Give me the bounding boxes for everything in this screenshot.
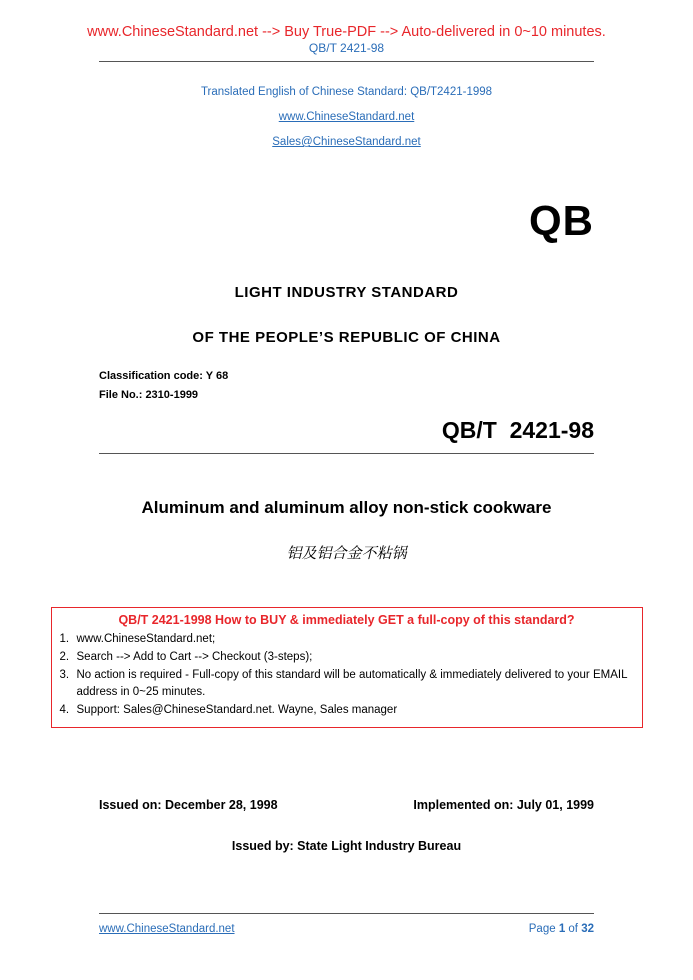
doc-code-header: QB/T 2421-98 <box>308 41 385 55</box>
page-indicator <box>529 923 594 935</box>
buy-box-title: QB/T 2421-1998 How to BUY & immediately GET a full-copy of this standard? <box>118 613 575 627</box>
standard-title-chinese: 铝及铝合金不粘锅 <box>286 544 407 562</box>
page-label: Page <box>528 923 559 935</box>
buy-step-1 <box>60 631 634 649</box>
buy-step-number: 2. <box>59 650 70 663</box>
page-total: 32 <box>581 923 594 935</box>
org-line-1: LIGHT INDUSTRY STANDARD <box>234 284 459 301</box>
promo-banner: www.ChineseStandard.net --> Buy True-PDF --> Auto-delivered in 0~10 minutes. <box>87 24 606 40</box>
buy-step-text: No action is required - Full-copy of this standard will be automatically & immediately delivered to your EMAIL address in 0~25 minutes. <box>76 668 628 699</box>
dates-row <box>99 798 594 812</box>
page-footer <box>99 913 594 935</box>
header-divider <box>99 61 594 62</box>
page-of-label: of <box>565 923 582 935</box>
standard-code-large: QB/T 2421-98 <box>441 417 594 443</box>
implemented-date: Implemented on: July 01, 1999 <box>413 798 594 813</box>
buy-instructions-box <box>51 607 643 728</box>
buy-step-3 <box>60 667 634 703</box>
issued-date: Issued on: December 28, 1998 <box>99 798 278 813</box>
standard-title-english: Aluminum and aluminum alloy non-stick cookware <box>141 498 552 517</box>
classification-code: Classification code: Y 68 <box>99 370 229 382</box>
sales-email-link[interactable]: Sales@ChineseStandard.net <box>272 136 421 148</box>
file-number: File No.: 2310-1999 <box>99 389 199 401</box>
buy-step-text: www.ChineseStandard.net; <box>76 633 216 645</box>
buy-step-2 <box>60 649 634 667</box>
page-current: 1 <box>558 923 566 935</box>
buy-step-text: Support: Sales@ChineseStandard.net. Wayne, Sales manager <box>76 704 398 717</box>
org-line-2: OF THE PEOPLE’S REPUBLIC OF CHINA <box>192 329 501 346</box>
buy-step-number: 1. <box>59 633 70 645</box>
buy-step-number: 4. <box>59 704 70 717</box>
buy-step-text: Search --> Add to Cart --> Checkout (3-steps); <box>76 650 313 663</box>
issuing-authority: Issued by: State Light Industry Bureau <box>231 839 462 854</box>
standard-logo: QB <box>529 197 594 244</box>
buy-step-4 <box>60 702 634 720</box>
code-divider <box>99 453 594 454</box>
translated-standard-line: Translated English of Chinese Standard: QB/T2421-1998 <box>200 86 493 98</box>
buy-step-number: 3. <box>59 668 70 681</box>
footer-site-link[interactable]: www.ChineseStandard.net <box>99 923 235 935</box>
site-link[interactable]: www.ChineseStandard.net <box>278 111 415 123</box>
